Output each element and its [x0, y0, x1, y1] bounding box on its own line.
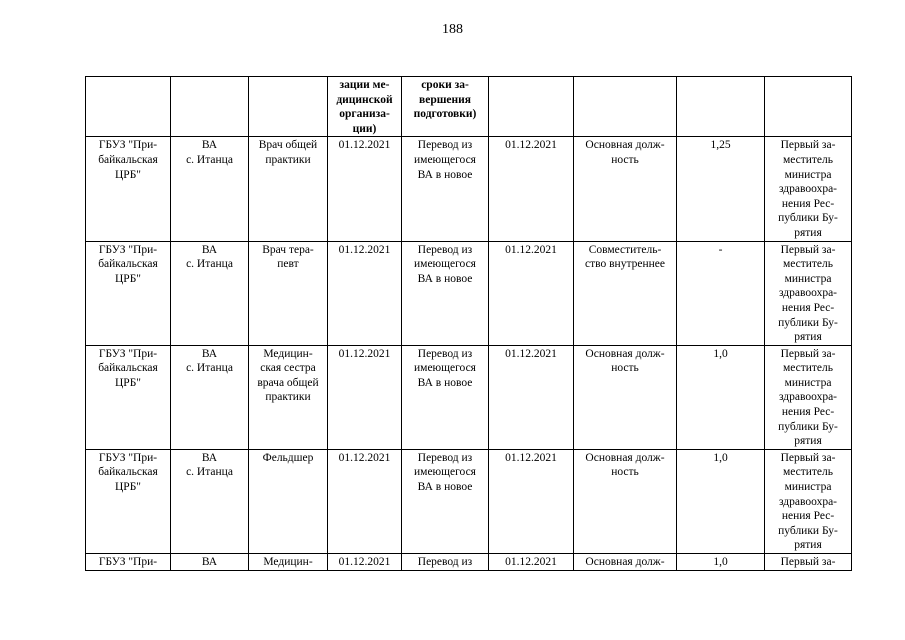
cell-action: Перевод из имеющегося ВА в новое [402, 137, 489, 241]
header-cell-position [249, 77, 328, 137]
cell-org-date: 01.12.2021 [328, 241, 402, 345]
positions-table [85, 76, 852, 571]
cell-action: Перевод из имеющегося ВА в новое [402, 345, 489, 449]
header-cell-rate [677, 77, 765, 137]
cell-rate: - [677, 241, 765, 345]
cell-org-date: 01.12.2021 [328, 137, 402, 241]
cell-employment-type: Основная долж- ность [574, 137, 677, 241]
header-cell-approver [765, 77, 852, 137]
header-cell-training-deadline: сроки за- вершения подготовки) [402, 77, 489, 137]
cell-employment-type: Совместитель- ство внутреннее [574, 241, 677, 345]
cell-employment-type: Основная долж- ность [574, 449, 677, 553]
cell-position: Медицин- ская сестра врача общей практики [249, 345, 328, 449]
table-row [86, 241, 852, 345]
cell-date: 01.12.2021 [489, 345, 574, 449]
cell-approver: Первый за- меститель министра здравоохра- нения Рес- публики Бу- рятия [765, 137, 852, 241]
cell-approver: Первый за- меститель министра здравоохра- нения Рес- публики Бу- рятия [765, 449, 852, 553]
cell-institution: ГБУЗ "При- [86, 554, 171, 571]
cell-employment-type: Основная долж- ность [574, 345, 677, 449]
cell-institution: ГБУЗ "При- байкальская ЦРБ" [86, 345, 171, 449]
cell-institution: ГБУЗ "При- байкальская ЦРБ" [86, 137, 171, 241]
cell-date: 01.12.2021 [489, 241, 574, 345]
cell-date: 01.12.2021 [489, 137, 574, 241]
cell-employment-type: Основная долж- [574, 554, 677, 571]
header-cell-date [489, 77, 574, 137]
cell-unit: ВА с. Итанца [171, 241, 249, 345]
cell-position: Медицин- [249, 554, 328, 571]
table-row [86, 554, 852, 571]
cell-approver: Первый за- меститель министра здравоохра- нения Рес- публики Бу- рятия [765, 345, 852, 449]
cell-institution: ГБУЗ "При- байкальская ЦРБ" [86, 241, 171, 345]
cell-action: Перевод из имеющегося ВА в новое [402, 449, 489, 553]
cell-org-date: 01.12.2021 [328, 449, 402, 553]
cell-action: Перевод из [402, 554, 489, 571]
table-row [86, 345, 852, 449]
cell-unit: ВА с. Итанца [171, 137, 249, 241]
cell-org-date: 01.12.2021 [328, 345, 402, 449]
cell-unit: ВА [171, 554, 249, 571]
cell-date: 01.12.2021 [489, 449, 574, 553]
cell-approver: Первый за- меститель министра здравоохра- нения Рес- публики Бу- рятия [765, 241, 852, 345]
page-number: 188 [442, 22, 463, 37]
cell-unit: ВА с. Итанца [171, 449, 249, 553]
cell-position: Врач общей практики [249, 137, 328, 241]
cell-action: Перевод из имеющегося ВА в новое [402, 241, 489, 345]
cell-rate: 1,25 [677, 137, 765, 241]
cell-rate: 1,0 [677, 449, 765, 553]
header-cell-org-date: зации ме- дицинской организа- ции) [328, 77, 402, 137]
table-row [86, 449, 852, 553]
cell-rate: 1,0 [677, 554, 765, 571]
table-header-row [86, 77, 852, 137]
header-cell-unit [171, 77, 249, 137]
header-cell-institution [86, 77, 171, 137]
cell-position: Врач тера- певт [249, 241, 328, 345]
cell-institution: ГБУЗ "При- байкальская ЦРБ" [86, 449, 171, 553]
cell-approver: Первый за- [765, 554, 852, 571]
cell-org-date: 01.12.2021 [328, 554, 402, 571]
cell-position: Фельдшер [249, 449, 328, 553]
cell-unit: ВА с. Итанца [171, 345, 249, 449]
cell-date: 01.12.2021 [489, 554, 574, 571]
header-cell-employment-type [574, 77, 677, 137]
cell-rate: 1,0 [677, 345, 765, 449]
table-row [86, 137, 852, 241]
